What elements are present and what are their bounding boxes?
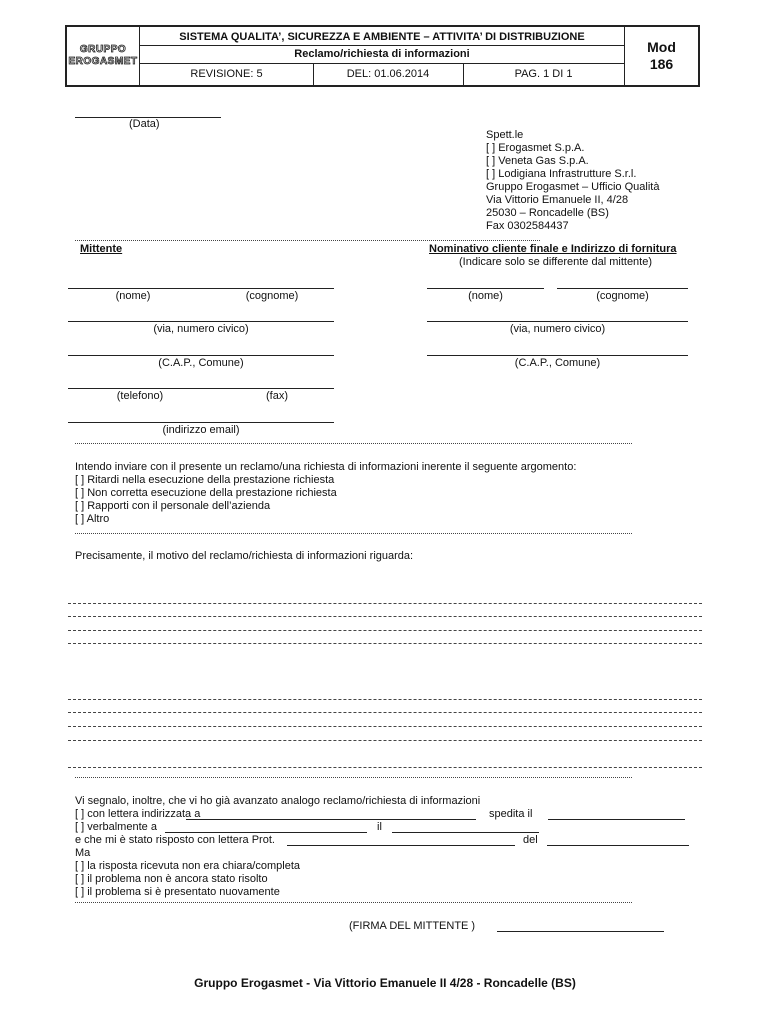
recipient-checkbox-lodigiana[interactable]: [ ] Lodigiana Infrastrutture S.r.l.	[486, 168, 637, 180]
previous-verbal-date-field[interactable]	[392, 832, 539, 833]
previous-reply-label: e che mi è stato risposto con lettera Prot.	[75, 834, 275, 846]
reason-line[interactable]	[68, 630, 702, 631]
recipient-line: Gruppo Erogasmet – Ufficio Qualità	[486, 181, 660, 193]
recipient-line: Spett.le	[486, 129, 524, 141]
date-label: (Data)	[129, 118, 160, 130]
company-logo	[67, 27, 140, 85]
previous-letter-date-field[interactable]	[548, 819, 685, 820]
sender-name-label: (nome)	[115, 290, 151, 302]
header-divider-1	[140, 45, 624, 46]
separator	[75, 240, 540, 241]
header-page: PAG. 1 DI 1	[514, 68, 573, 80]
sender-email-label: (indirizzo email)	[162, 424, 240, 436]
customer-street-field[interactable]	[427, 321, 688, 322]
recipient-checkbox-veneta[interactable]: [ ] Veneta Gas S.p.A.	[486, 155, 589, 167]
topic-option-delay[interactable]: [ ] Ritardi nella esecuzione della prestazione richiesta	[75, 474, 335, 486]
recipient-line: Via Vittorio Emanuele II, 4/28	[486, 194, 629, 206]
header-revision: REVISIONE: 5	[190, 68, 263, 80]
separator	[75, 443, 632, 444]
reason-line[interactable]	[68, 726, 702, 727]
reason-line[interactable]	[68, 643, 702, 644]
issues-block	[75, 847, 300, 899]
previous-verbal-checkbox[interactable]: [ ] verbalmente a	[75, 821, 157, 833]
header-date: DEL: 01.06.2014	[346, 68, 430, 80]
recipient-block	[486, 129, 659, 233]
sender-city-field[interactable]	[68, 355, 334, 356]
previous-verbal-to-field[interactable]	[165, 832, 367, 833]
customer-surname-label: (cognome)	[596, 290, 649, 302]
signature-field[interactable]	[497, 931, 664, 932]
reason-line[interactable]	[68, 712, 702, 713]
previous-reply-prot-field[interactable]	[287, 845, 515, 846]
previous-letter-recipient-field[interactable]	[186, 819, 476, 820]
customer-city-field[interactable]	[427, 355, 688, 356]
reason-line[interactable]	[68, 767, 702, 768]
separator	[75, 777, 632, 778]
previous-letter-checkbox[interactable]: [ ] con lettera indirizzata a	[75, 808, 201, 820]
sender-street-label: (via, numero civico)	[153, 323, 249, 335]
issue-option-unresolved[interactable]: [ ] il problema non è ancora stato risolto	[75, 873, 268, 885]
recipient-line: Fax 0302584437	[486, 220, 569, 232]
topic-intro: Intendo inviare con il presente un reclamo/una richiesta di informazioni inerente il seguente argomento:	[75, 461, 577, 473]
signature-label: (FIRMA DEL MITTENTE )	[349, 920, 476, 932]
previous-ma-label: Ma	[75, 847, 91, 859]
reason-line[interactable]	[68, 603, 702, 604]
sender-surname-label: (cognome)	[245, 290, 299, 302]
reason-line[interactable]	[68, 699, 702, 700]
previous-letter-sent-label: spedita il	[489, 808, 533, 820]
separator	[75, 533, 632, 534]
header-subtitle: Reclamo/richiesta di informazioni	[294, 48, 470, 60]
sender-street-field[interactable]	[68, 321, 334, 322]
customer-heading: Nominativo cliente finale e Indirizzo di fornitura	[429, 243, 677, 255]
sender-phone-field[interactable]	[68, 388, 334, 389]
issue-option-recurring[interactable]: [ ] il problema si è presentato nuovamente	[75, 886, 280, 898]
sender-phone-label: (telefono)	[116, 390, 164, 402]
topic-option-staff[interactable]: [ ] Rapporti con il personale dell’azienda	[75, 500, 271, 512]
sender-heading: Mittente	[80, 243, 123, 255]
header-divider-2	[140, 63, 624, 64]
sender-city-label: (C.A.P., Comune)	[158, 357, 244, 369]
customer-note: (Indicare solo se differente dal mittente)	[459, 256, 653, 268]
customer-name-field[interactable]	[427, 288, 544, 289]
previous-verbal-il-label: il	[377, 821, 382, 833]
separator	[75, 902, 632, 903]
topic-option-other[interactable]: [ ] Altro	[75, 513, 110, 525]
logo-line-2: EROGASMET	[68, 56, 138, 67]
topic-block	[75, 461, 576, 526]
previous-reply-del-label: del	[523, 834, 538, 846]
recipient-checkbox-erogasmet[interactable]: [ ] Erogasmet S.p.A.	[486, 142, 585, 154]
sender-email-field[interactable]	[68, 422, 334, 423]
module-label: Mod	[647, 39, 676, 55]
previous-intro: Vi segnalo, inoltre, che vi ho già avanzato analogo reclamo/richiesta di informazioni	[75, 795, 481, 807]
module-code: 186	[649, 56, 674, 72]
sender-fax-label: (fax)	[266, 390, 288, 402]
issue-option-unclear[interactable]: [ ] la risposta ricevuta non era chiara/completa	[75, 860, 301, 872]
previous-reply-date-field[interactable]	[547, 845, 689, 846]
reason-line[interactable]	[68, 616, 702, 617]
reason-line[interactable]	[68, 740, 702, 741]
topic-option-incorrect[interactable]: [ ] Non corretta esecuzione della prestazione richiesta	[75, 487, 337, 499]
header-title: SISTEMA QUALITA’, SICUREZZA E AMBIENTE – ATTIVITA’ DI DISTRIBUZIONE	[179, 31, 585, 43]
page-footer: Gruppo Erogasmet - Via Vittorio Emanuele II 4/28 - Roncadelle (BS)	[194, 976, 576, 990]
logo-line-1: GRUPPO	[79, 44, 127, 55]
customer-street-label: (via, numero civico)	[509, 323, 606, 335]
customer-surname-field[interactable]	[557, 288, 688, 289]
reason-label: Precisamente, il motivo del reclamo/richiesta di informazioni riguarda:	[75, 550, 414, 562]
customer-city-label: (C.A.P., Comune)	[514, 357, 601, 369]
module-number	[624, 27, 698, 85]
sender-name-field[interactable]	[68, 288, 334, 289]
recipient-line: 25030 – Roncadelle (BS)	[486, 207, 609, 219]
customer-name-label: (nome)	[468, 290, 503, 302]
